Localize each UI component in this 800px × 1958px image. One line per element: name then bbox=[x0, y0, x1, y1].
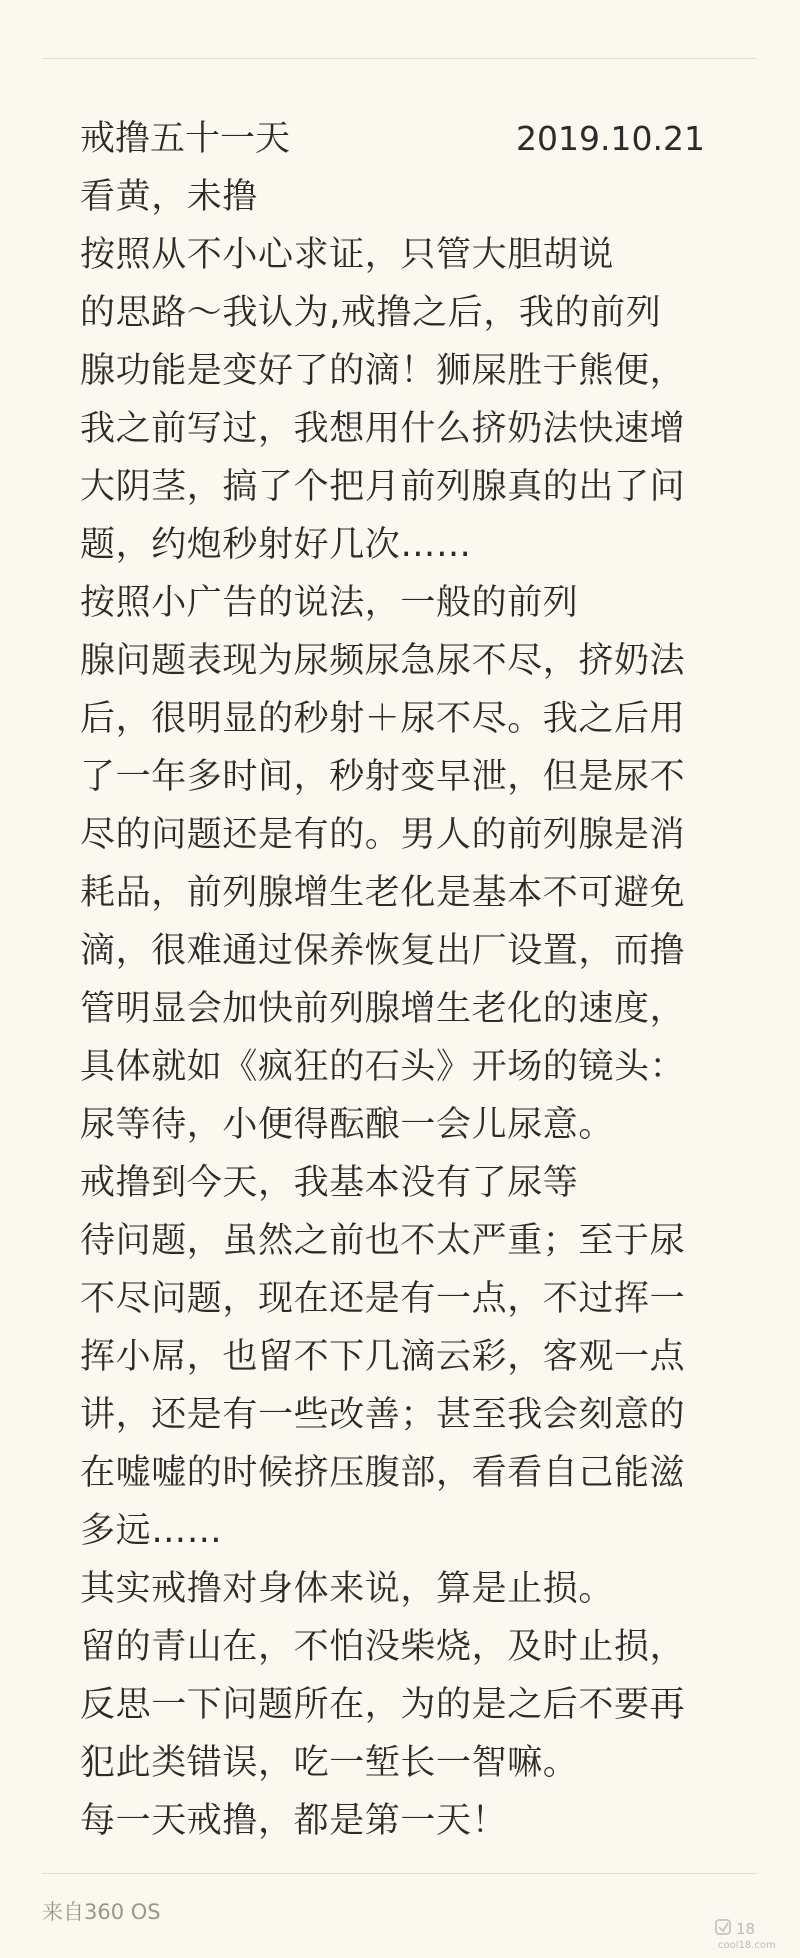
note-line: 多远…… bbox=[80, 1511, 223, 1551]
note-line: 大阴茎，搞了个把月前列腺真的出了问 bbox=[80, 467, 686, 507]
note-line: 待问题，虽然之前也不太严重；至于尿 bbox=[80, 1221, 686, 1261]
note-text bbox=[80, 168, 705, 1850]
source-footer: 来自360 OS bbox=[42, 1900, 161, 1924]
note-line: 留的青山在，不怕没柴烧，及时止损， bbox=[80, 1627, 686, 1667]
bottom-divider bbox=[42, 1873, 757, 1874]
note-line: 腺问题表现为尿频尿急尿不尽，挤奶法 bbox=[80, 641, 686, 681]
note-line: 按照小广告的说法，一般的前列 bbox=[80, 583, 579, 623]
note-line: 不尽问题，现在还是有一点，不过挥一 bbox=[80, 1279, 686, 1319]
note-line: 挥小屌，也留不下几滴云彩，客观一点 bbox=[80, 1337, 686, 1377]
watermark-logo-icon bbox=[716, 1920, 730, 1934]
watermark-number: 18 bbox=[736, 1920, 756, 1938]
note-line: 尽的问题还是有的。男人的前列腺是消 bbox=[80, 815, 686, 855]
note-line: 的思路～我认为,戒撸之后，我的前列 bbox=[80, 293, 662, 333]
note-line: 题，约炮秒射好几次…… bbox=[80, 525, 472, 565]
note-date: 2019.10.21 bbox=[516, 119, 705, 158]
note-line: 耗品，前列腺增生老化是基本不可避免 bbox=[80, 873, 686, 913]
note-header bbox=[80, 110, 705, 168]
note-body bbox=[80, 110, 705, 1850]
note-line: 戒撸到今天，我基本没有了尿等 bbox=[80, 1163, 579, 1203]
site-watermark bbox=[714, 1916, 784, 1952]
note-line: 后，很明显的秒射＋尿不尽。我之后用 bbox=[80, 699, 686, 739]
note-line: 在嘘嘘的时候挤压腹部，看看自己能滋 bbox=[80, 1453, 686, 1493]
note-line: 每一天戒撸，都是第一天！ bbox=[80, 1801, 508, 1841]
top-divider bbox=[42, 58, 757, 59]
note-line: 犯此类错误，吃一堑长一智嘛。 bbox=[80, 1743, 579, 1783]
note-line: 我之前写过，我想用什么挤奶法快速增 bbox=[80, 409, 686, 449]
note-line: 讲，还是有一些改善；甚至我会刻意的 bbox=[80, 1395, 686, 1435]
note-line: 反思一下问题所在，为的是之后不要再 bbox=[80, 1685, 686, 1725]
note-line: 了一年多时间，秒射变早泄，但是尿不 bbox=[80, 757, 686, 797]
note-title: 戒撸五十一天 bbox=[80, 119, 291, 159]
note-line: 按照从不小心求证，只管大胆胡说 bbox=[80, 235, 615, 275]
watermark-site: cool18.com bbox=[718, 1940, 776, 1951]
note-line: 管明显会加快前列腺增生老化的速度， bbox=[80, 989, 686, 1029]
note-line: 看黄，未撸 bbox=[80, 177, 259, 217]
note-line: 其实戒撸对身体来说，算是止损。 bbox=[80, 1569, 615, 1609]
note-line: 具体就如《疯狂的石头》开场的镜头： bbox=[80, 1047, 686, 1087]
note-line: 滴，很难通过保养恢复出厂设置，而撸 bbox=[80, 931, 686, 971]
note-line: 腺功能是变好了的滴！狮屎胜于熊便， bbox=[80, 351, 686, 391]
note-line: 尿等待，小便得酝酿一会儿尿意。 bbox=[80, 1105, 615, 1145]
